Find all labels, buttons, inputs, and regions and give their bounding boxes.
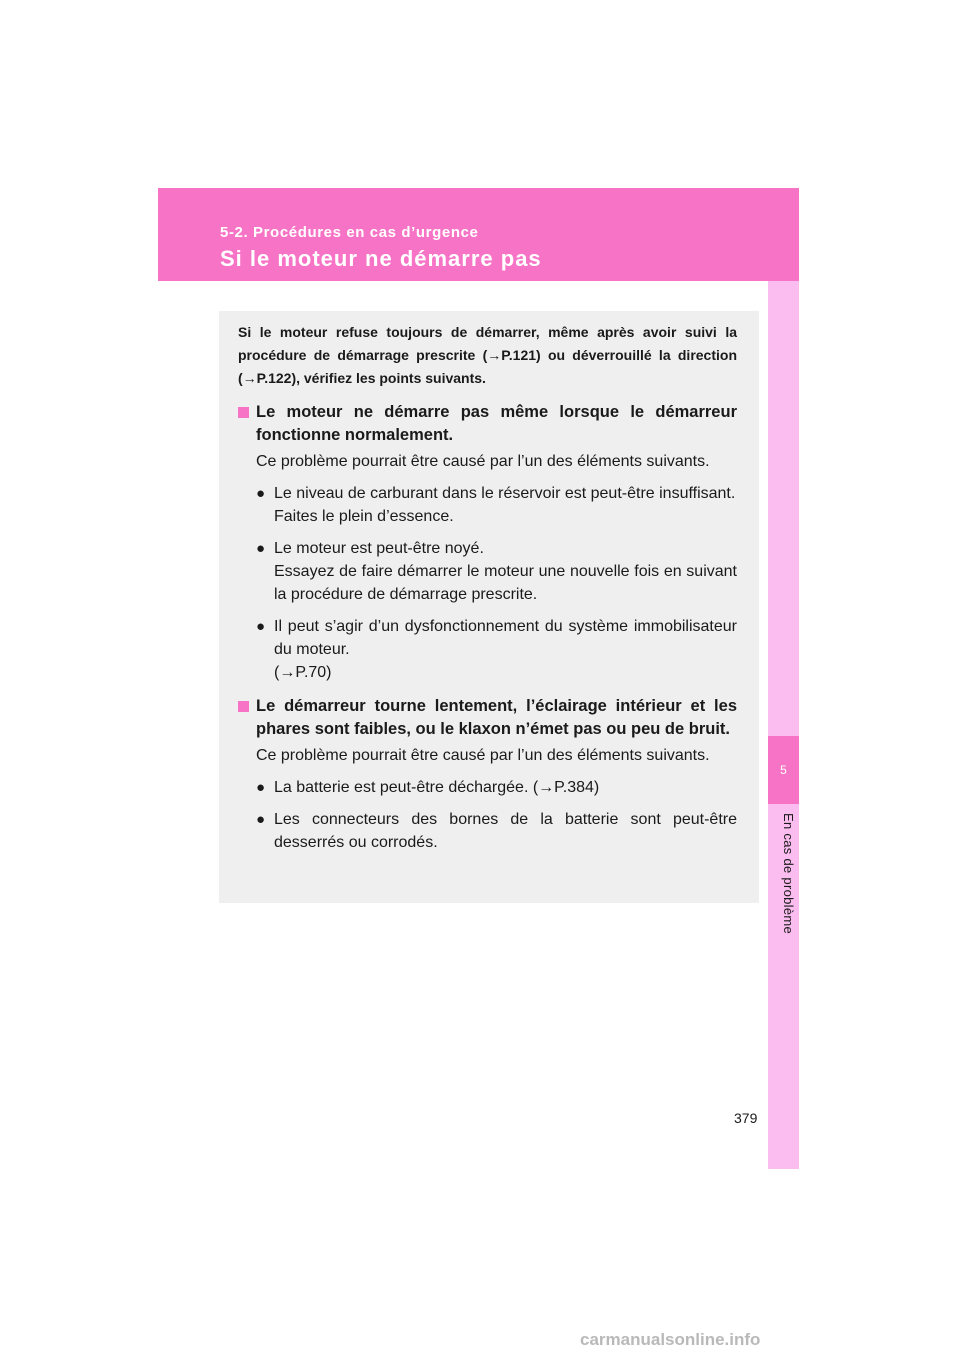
chapter-title: En cas de problème	[781, 813, 796, 935]
bullet-item	[238, 808, 737, 854]
bullet-line: Le niveau de carburant dans le réservoir est peut-être insuffisant.	[274, 485, 736, 502]
bullet-dot-icon: ●	[256, 811, 266, 828]
section-label: 5-2. Procédures en cas d’urgence	[220, 224, 479, 241]
bullet-line: La batterie est peut-être déchargée. (→P.384)	[274, 779, 600, 796]
page-header	[158, 188, 799, 281]
bullet-item	[238, 615, 737, 684]
bullet-dot-icon: ●	[256, 485, 266, 502]
bullet-line: Il peut s’agir d’un dysfonctionnement du système immobilisateur du moteur.	[274, 618, 737, 658]
section-heading-text: Le démarreur tourne lentement, l’éclairage intérieur et les phares sont faibles, ou le klaxon n’émet pas ou peu de bruit.	[256, 697, 737, 738]
content-inner	[238, 321, 737, 854]
bullet-line: (→P.70)	[274, 664, 332, 681]
square-bullet-icon	[238, 407, 249, 418]
bullet-dot-icon: ●	[256, 779, 266, 796]
bullet-item	[238, 537, 737, 606]
section-heading-1	[238, 401, 737, 447]
bullet-line: Les connecteurs des bornes de la batterie sont peut-être desserrés ou corrodés.	[274, 811, 737, 851]
bullet-line: Faites le plein d’essence.	[274, 508, 454, 525]
bullet-dot-icon: ●	[256, 540, 266, 557]
chapter-side-tab	[768, 281, 799, 1169]
content-box	[219, 311, 759, 903]
bullet-line: Le moteur est peut-être noyé.	[274, 540, 484, 557]
bullet-item	[238, 776, 737, 799]
section-text-1: Ce problème pourrait être causé par l’un des éléments suivants.	[256, 453, 710, 470]
bullet-item	[238, 482, 737, 528]
section-heading-text: Le moteur ne démarre pas même lorsque le démarreur fonctionne normalement.	[256, 403, 737, 444]
section-text-2: Ce problème pourrait être causé par l’un des éléments suivants.	[256, 747, 710, 764]
watermark: carmanualsonline.info	[580, 1330, 761, 1349]
bullet-dot-icon: ●	[256, 618, 266, 635]
square-bullet-icon	[238, 701, 249, 712]
intro-text: Si le moteur refuse toujours de démarrer, même après avoir suivi la procédure de démarrage prescrite (→P.121) ou déverrouillé la direction (→P.122), vérifiez les points suivants.	[238, 324, 737, 386]
page-title: Si le moteur ne démarre pas	[220, 246, 542, 271]
chapter-number: 5	[768, 736, 799, 804]
page-number: 379	[734, 1110, 758, 1126]
section-heading-2	[238, 695, 737, 741]
bullet-line: Essayez de faire démarrer le moteur une nouvelle fois en suivant la procédure de démarrage prescrite.	[274, 563, 737, 603]
